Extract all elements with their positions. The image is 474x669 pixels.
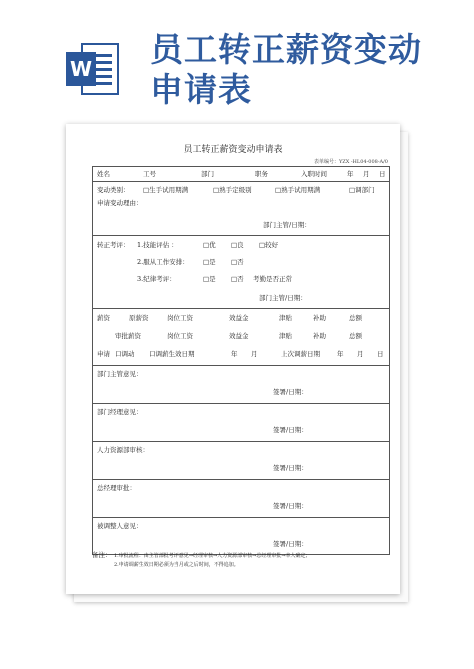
label-assessment: 转正考评：: [97, 241, 130, 249]
option-discipline-no[interactable]: □否: [231, 275, 244, 283]
option-excellent[interactable]: □优: [203, 241, 216, 249]
label-last-month: 月: [357, 350, 364, 358]
label-eff-month: 月: [251, 350, 258, 358]
notes-label: 备注：: [92, 551, 112, 559]
label-approved-salary: 审批薪资: [115, 332, 141, 340]
label-dept-supervisor-opinion: 部门主管意见：: [97, 370, 143, 378]
label-department: 部门: [201, 170, 214, 178]
option-obey-no[interactable]: □否: [231, 258, 244, 266]
form-number: 表单编号：YZX -HL04-008-A/0: [313, 159, 388, 165]
label-attendance: 考勤是否正常: [253, 275, 292, 283]
sign-dept-supervisor-1: 部门主管/日期：: [263, 221, 311, 229]
option-adjust[interactable]: 口调动: [115, 350, 135, 358]
label-employee-opinion: 被调整人意见：: [97, 522, 143, 530]
label-perf-bonus-2: 效益金: [229, 332, 249, 340]
option-skilled-grade[interactable]: □熟手定级别: [213, 186, 252, 194]
label-salary: 薪资: [97, 314, 110, 322]
label-eff-year: 年: [231, 350, 238, 358]
label-employee-id: 工号: [143, 170, 156, 178]
label-post-pay-2: 岗位工资: [167, 332, 193, 340]
banner: [0, 0, 474, 120]
label-month: 月: [363, 170, 370, 178]
sign-date-5: 签署/日期：: [273, 540, 308, 548]
paper-sheet: [66, 124, 400, 594]
label-year: 年: [347, 170, 354, 178]
banner-title: [150, 30, 422, 110]
sign-dept-supervisor-2: 部门主管/日期：: [259, 294, 307, 302]
item-discipline: 3.纪律考评：: [137, 275, 176, 283]
row-opinion-gm: [93, 480, 389, 518]
label-change-type: 变动类别：: [97, 186, 130, 194]
word-document-icon: [64, 40, 122, 98]
label-hr-review: 人力资源部审核：: [97, 446, 149, 454]
row-opinion-dept-supervisor: [93, 366, 389, 404]
row-change-type: [93, 182, 389, 236]
note-1: 1.审批流程：由主管部批考评意见→经理审核→人力资源部审核→总经理审批→本人确定；: [114, 553, 311, 559]
label-last-day: 日: [377, 350, 384, 358]
document-preview: [66, 124, 408, 600]
item-obey-arrangement: 2.服从工作安排：: [137, 258, 189, 266]
row-basic-info: [93, 167, 389, 182]
label-last-adjust-date: 上次调薪日期: [281, 350, 320, 358]
option-effective-date[interactable]: 口调薪生效日期: [149, 350, 195, 358]
row-opinion-employee: [93, 518, 389, 554]
label-total-2: 总额: [349, 332, 362, 340]
application-form: [92, 166, 390, 555]
sign-date-3: 签署/日期：: [273, 464, 308, 472]
option-transfer-dept[interactable]: □调部门: [349, 186, 375, 194]
banner-title-line1: 员工转正薪资变动: [150, 30, 422, 69]
doc-title: 员工转正薪资变动申请表: [183, 145, 283, 155]
label-subsidy: 补助: [313, 314, 326, 322]
label-last-year: 年: [337, 350, 344, 358]
label-join-date: 入职时间: [301, 170, 327, 178]
label-name: 姓名: [97, 170, 110, 178]
option-novice-probation[interactable]: □生手试用期满: [143, 186, 189, 194]
label-allowance: 津贴: [279, 314, 292, 322]
label-total: 总额: [349, 314, 362, 322]
label-perf-bonus: 效益金: [229, 314, 249, 322]
label-dept-manager-opinion: 部门经理意见：: [97, 408, 143, 416]
notes: [92, 552, 392, 570]
label-post-pay: 岗位工资: [167, 314, 193, 322]
option-good[interactable]: □良: [231, 241, 244, 249]
label-apply: 申请: [97, 350, 110, 358]
row-assessment: [93, 236, 389, 309]
option-obey-yes[interactable]: □是: [203, 258, 216, 266]
option-fairly-good[interactable]: □较好: [259, 241, 279, 249]
label-allowance-2: 津贴: [279, 332, 292, 340]
note-2: 2.申请调薪生效日期必须为当月或之后时间，不得追加。: [114, 562, 239, 568]
label-position: 职务: [255, 170, 268, 178]
item-skill-eval: 1.技能评估 ：: [137, 241, 178, 249]
option-discipline-yes[interactable]: □是: [203, 275, 216, 283]
row-opinion-hr: [93, 442, 389, 480]
sign-date-4: 签署/日期：: [273, 502, 308, 510]
label-day: 日: [379, 170, 386, 178]
row-salary: [93, 309, 389, 366]
sign-date-1: 签署/日期：: [273, 388, 308, 396]
sign-date-2: 签署/日期：: [273, 426, 308, 434]
label-original-salary: 原薪资: [129, 314, 149, 322]
label-subsidy-2: 补助: [313, 332, 326, 340]
row-opinion-dept-manager: [93, 404, 389, 442]
svg-text:W: W: [69, 57, 93, 81]
option-skilled-probation[interactable]: □熟手试用期满: [275, 186, 321, 194]
label-gm-approval: 总经理审批：: [97, 484, 136, 492]
banner-title-line2: 申请表: [150, 70, 252, 109]
label-change-reason: 申请变动理由：: [97, 199, 143, 207]
